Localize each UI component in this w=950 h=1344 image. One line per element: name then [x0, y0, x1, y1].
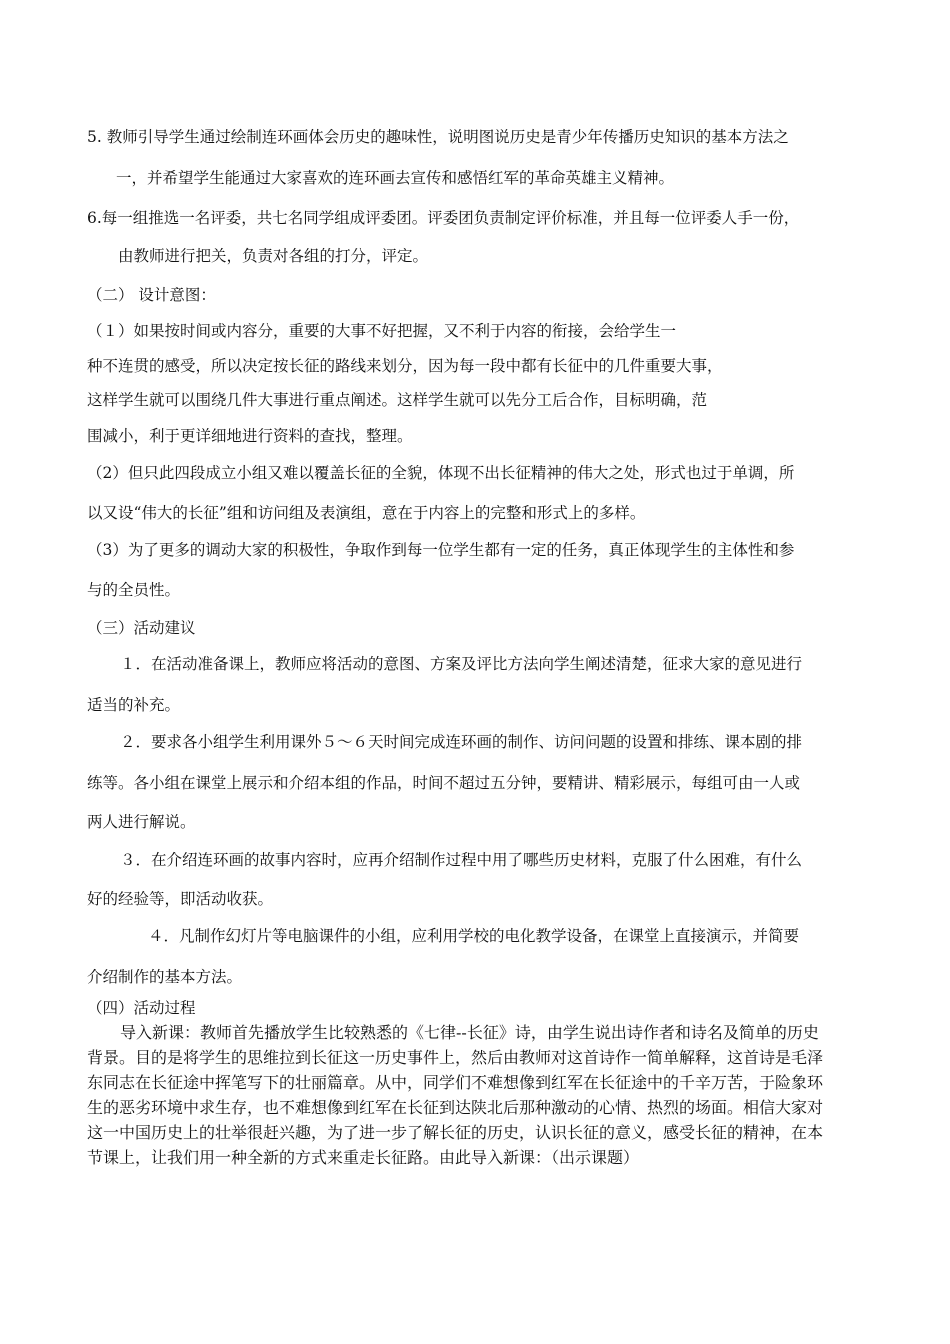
text-line: （3）为了更多的调动大家的积极性，争取作到每一位学生都有一定的任务，真正体现学生的主体性和参	[87, 541, 795, 559]
section-heading: （二） 设计意图：	[87, 286, 216, 304]
text-line: 背景。目的是将学生的思维拉到长征这一历史事件上，然后由教师对这首诗作一简单解释，这首诗是毛泽	[87, 1048, 824, 1067]
section-heading: （三）活动建议	[87, 619, 196, 637]
text-line: 东同志在长征途中挥笔写下的壮丽篇章。从中，同学们不难想像到红军在长征途中的千辛万苦，于险象环	[87, 1073, 824, 1092]
text-line: 介绍制作的基本方法。	[87, 968, 243, 986]
text-line: 以又设“伟大的长征”组和访问组及表演组，意在于内容上的完整和形式上的多样。	[87, 504, 646, 522]
text-line: 6.每一组推选一名评委，共七名同学组成评委团。评委团负责制定评价标准，并且每一位评委人手一份，	[87, 209, 800, 227]
text-line: 与的全员性。	[87, 581, 181, 599]
text-line: （2）但只此四段成立小组又难以覆盖长征的全貌，体现不出长征精神的伟大之处，形式也过于单调，所	[87, 464, 795, 482]
text-line: 由教师进行把关，负责对各组的打分，评定。	[118, 247, 429, 265]
section-heading: （四）活动过程	[87, 999, 196, 1017]
text-line: ２．要求各小组学生利用课外５～６天时间完成连环画的制作、访问问题的设置和排练、课本剧的排	[120, 733, 803, 751]
text-line: 好的经验等，即活动收获。	[87, 890, 274, 908]
text-line: 种不连贯的感受，所以决定按长征的路线来划分，因为每一段中都有长征中的几件重要大事，	[87, 357, 723, 375]
text-line: 5. 教师引导学生通过绘制连环画体会历史的趣味性，说明图说历史是青少年传播历史知识的基本方法之	[87, 128, 789, 146]
text-line: 练等。各小组在课堂上展示和介绍本组的作品，时间不超过五分钟，要精讲、精彩展示，每组可由一人或	[87, 774, 801, 792]
text-line: ４．凡制作幻灯片等电脑课件的小组，应利用学校的电化教学设备，在课堂上直接演示，并简要	[148, 927, 800, 945]
text-line: 节课上，让我们用一种全新的方式来重走长征路。由此导入新课：（出示课题）	[87, 1148, 640, 1167]
text-line: 这样学生就可以围绕几件大事进行重点阐述。这样学生就可以先分工后合作，目标明确，范	[87, 391, 708, 409]
text-line: 导入新课：教师首先播放学生比较熟悉的《七律--长征》诗，由学生说出诗作者和诗名及简单的历史	[120, 1023, 819, 1042]
text-line: 两人进行解说。	[87, 813, 196, 831]
text-line: １．在活动准备课上，教师应将活动的意图、方案及评比方法向学生阐述清楚，征求大家的意见进行	[120, 655, 803, 673]
text-line: ３．在介绍连环画的故事内容时，应再介绍制作过程中用了哪些历史材料，克服了什么困难，有什么	[120, 851, 803, 869]
text-line: 一，并希望学生能通过大家喜欢的连环画去宣传和感悟红军的革命英雄主义精神。	[116, 169, 675, 187]
text-line: 围减小，利于更详细地进行资料的查找，整理。	[87, 427, 413, 445]
text-line: 适当的补充。	[87, 696, 181, 714]
text-line: 生的恶劣环境中求生存，也不难想像到红军在长征到达陕北后那种激动的心情、热烈的场面。相信大家对	[87, 1098, 824, 1117]
text-line: 这一中国历史上的壮举很赶兴趣，为了进一步了解长征的历史，认识长征的意义，感受长征的精神，在本	[87, 1123, 824, 1142]
text-line: （１）如果按时间或内容分，重要的大事不好把握，又不利于内容的衔接，会给学生一	[87, 322, 677, 340]
